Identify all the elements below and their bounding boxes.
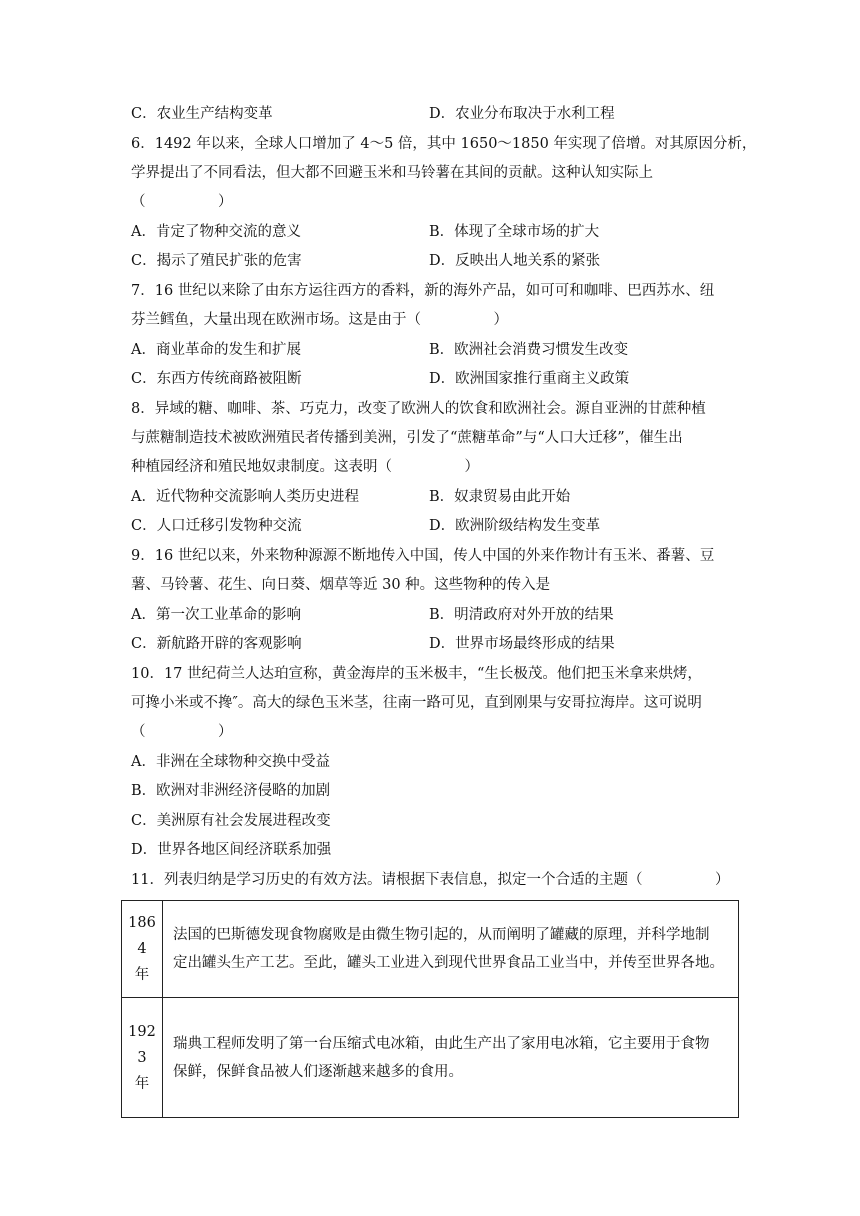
q8-option-a: A．近代物种交流影响人类历史进程 — [131, 489, 359, 505]
q9-option-c: C．新航路开辟的客观影响 — [131, 636, 302, 652]
year-part: 192 — [128, 1023, 156, 1040]
year-part: 年 — [134, 967, 150, 983]
q10-option-b: B．欧洲对非洲经济侵略的加剧 — [131, 783, 331, 799]
q8-option-c: C．人口迁移引发物种交流 — [131, 518, 302, 534]
q9-stem-line-1: 9．16 世纪以来，外来物种源源不断地传入中国，传人中国的外来作物计有玉米、番薯、豆 — [131, 548, 715, 564]
q10-answer-blank: （ ） — [131, 724, 233, 740]
year-part: 3 — [137, 1049, 147, 1066]
q9-option-b: B．明清政府对外开放的结果 — [429, 607, 614, 623]
table-row — [122, 998, 739, 1118]
q7-option-b: B．欧洲社会消费习惯发生改变 — [429, 342, 629, 358]
q7-stem-line-2: 芬兰鳕鱼，大量出现在欧洲市场。这是由于（ ） — [131, 312, 508, 328]
q8-option-d: D．欧洲阶级结构发生变革 — [429, 518, 601, 534]
q10-stem-line-1: 10．17 世纪荷兰人达珀宣称，黄金海岸的玉米极丰，“生长极茂。他们把玉米拿来烘烤， — [131, 666, 702, 682]
q5-option-c: C．农业生产结构变革 — [131, 106, 273, 122]
description-line: 定出罐头生产工艺。至此，罐头工业进入到现代世界食品工业当中，并传至世界各地。 — [173, 955, 724, 971]
q6-option-c: C．揭示了殖民扩张的危害 — [131, 253, 302, 269]
q8-option-b: B．奴隶贸易由此开始 — [429, 489, 571, 505]
description-line: 法国的巴斯德发现食物腐败是由微生物引起的，从而阐明了罐藏的原理，并科学地制 — [173, 927, 710, 943]
description-line: 瑞典工程师发明了第一台压缩式电冰箱，由此生产出了家用电冰箱，它主要用于食物 — [173, 1035, 710, 1052]
q6-stem-line-2: 学界提出了不同看法，但大都不回避玉米和马铃薯在其间的贡献。这种认知实际上 — [131, 165, 653, 181]
q9-option-d: D．世界市场最终形成的结果 — [429, 636, 615, 652]
year-part: 186 — [128, 915, 156, 931]
year-part: 4 — [137, 941, 147, 957]
table-year-cell — [122, 998, 163, 1118]
q10-option-d: D．世界各地区间经济联系加强 — [131, 842, 332, 858]
q6-option-b: B．体现了全球市场的扩大 — [429, 224, 600, 240]
q10-option-a: A．非洲在全球物种交换中受益 — [131, 754, 330, 770]
year-part: 年 — [134, 1075, 150, 1092]
q7-option-a: A．商业革命的发生和扩展 — [131, 342, 301, 358]
q9-option-a: A．第一次工业革命的影响 — [131, 607, 301, 623]
q9-stem-line-2: 薯、马铃薯、花生、向日葵、烟草等近 30 种。这些物种的传入是 — [131, 577, 551, 593]
table-description-cell — [163, 901, 739, 998]
description-line: 保鲜，保鲜食品被人们逐渐越来越多的食用。 — [173, 1063, 463, 1080]
table-year-cell — [122, 901, 163, 998]
table-description-cell — [163, 998, 739, 1118]
q7-option-d: D．欧洲国家推行重商主义政策 — [429, 371, 630, 387]
q5-option-d: D．农业分布取决于水利工程 — [429, 106, 615, 122]
q6-answer-blank: （ ） — [131, 194, 233, 210]
q7-stem-line-1: 7．16 世纪以来除了由东方运往西方的香料，新的海外产品，如可可和咖啡、巴西苏水、纽 — [131, 283, 715, 299]
q7-option-c: C．东西方传统商路被阻断 — [131, 371, 302, 387]
q8-stem-line-2: 与蔗糖制造技术被欧洲殖民者传播到美洲，引发了“蔗糖革命”与“人口大迁移”，催生出 — [131, 430, 683, 446]
q6-option-d: D．反映出人地关系的紧张 — [429, 253, 601, 269]
q6-stem-line-1: 6．1492 年以来，全球人口增加了 4～5 倍，其中 1650～1850 年实现了倍增。对其原因分析， — [131, 136, 757, 152]
table-row — [122, 901, 739, 998]
q11-table — [121, 900, 739, 1118]
q11-stem: 11．列表归纳是学习历史的有效方法。请根据下表信息，拟定一个合适的主题（ ） — [131, 872, 730, 888]
q8-stem-line-1: 8．异域的糖、咖啡、茶、巧克力，改变了欧洲人的饮食和欧洲社会。源自亚洲的甘蔗种植 — [131, 401, 706, 417]
q10-option-c: C．美洲原有社会发展进程改变 — [131, 813, 331, 829]
q6-option-a: A．肯定了物种交流的意义 — [131, 224, 301, 240]
q10-stem-line-2: 可搀小米或不搀″。高大的绿色玉米茎，往南一路可见，直到刚果与安哥拉海岸。这可说明 — [131, 695, 702, 711]
q8-stem-line-3: 种植园经济和殖民地奴隶制度。这表明（ ） — [131, 459, 479, 475]
